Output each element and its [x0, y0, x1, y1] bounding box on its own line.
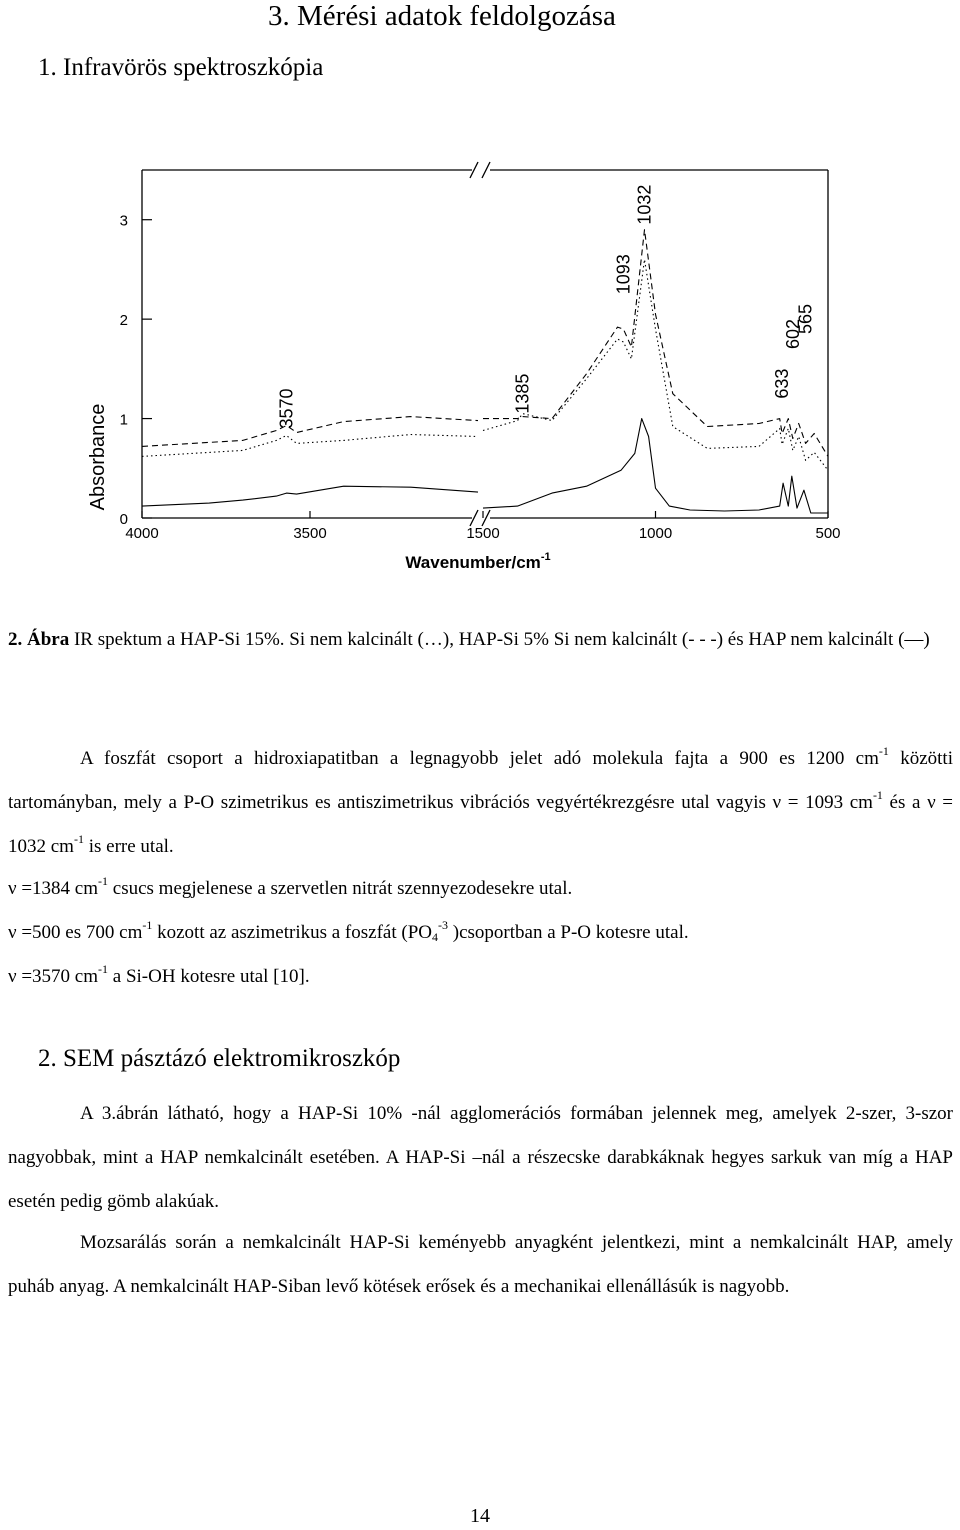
chart-peak-labels	[276, 185, 815, 429]
sup: -1	[142, 918, 153, 932]
para1-text-b: közötti tartományban, mely a P-O szimetrikus es antiszimetrikus vibrációs vegyértékrezgésre utal vagyis ν = 1093 cm	[8, 748, 953, 813]
caption-text: IR spektum a HAP-Si 15%. Si nem kalcinált (…), HAP-Si 5% Si nem kalcinált (- - -) és HAP nem kalcinált (—)	[69, 629, 930, 650]
paragraph-sem	[8, 1092, 953, 1224]
para2-text: A 3.ábrán látható, hogy a HAP-Si 10% -nál agglomerációs formában jelennek meg, amelyek 2-szer, 3-szor nagyobbak, mint a HAP nemkalcinált esetében. A HAP-Si –nál a részecske darabkáknak hegyes sarkuk van míg a HAP esetén pedig gömb alakúak.	[8, 1103, 953, 1212]
peak-label-1093: 1093	[613, 254, 634, 295]
line3570-a: ν =3570 cm	[8, 966, 99, 987]
line1384-b: csucs megjelenese a szervetlen nitrát szennyezodesekre utal.	[108, 878, 573, 899]
para1-text-a: A foszfát csoport a hidroxiapatitban a legnagyobb jelet adó molekula fajta a 900 es 1200 cm	[80, 748, 879, 769]
x-tick-label: 1000	[638, 525, 673, 542]
x-tick-label: 1500	[466, 525, 500, 542]
line-500	[8, 911, 953, 955]
caption-label: 2. Ábra	[8, 629, 70, 650]
paragraph-mortar	[8, 1221, 953, 1309]
sup: -1	[878, 744, 889, 758]
chart-frame	[142, 162, 828, 526]
line500-c: )csoportban a P-O kotesre utal.	[448, 922, 689, 943]
line3570-b: a Si-OH kotesre utal [10].	[108, 966, 310, 987]
series-line-solid-left	[142, 486, 478, 506]
series-line-dashed-left	[142, 417, 478, 447]
axis-break-mark	[482, 162, 490, 178]
line-3570	[8, 955, 953, 999]
y-tick-label: 1	[119, 411, 128, 429]
figure-caption	[8, 618, 953, 662]
para1-text-d: is erre utal.	[83, 836, 174, 857]
line1384-a: ν =1384 cm	[8, 878, 99, 899]
x-tick-label: 500	[815, 525, 841, 542]
peak-label-565: 565	[795, 304, 816, 335]
series-line-dotted-right	[483, 260, 828, 471]
chart-ticks	[120, 213, 841, 542]
sup: -1	[98, 874, 109, 888]
sup: -3	[438, 918, 448, 932]
para3-text: Mozsarálás során a nemkalcinált HAP-Si keményebb anyagként jelentkezi, mint a nemkalcinált HAP, amely puháb anyag. A nemkalcinált HAP-Siban levő kötések erősek és a mechanikai ellenállásúk is nagyobb.	[8, 1232, 953, 1297]
peak-label-602: 602	[782, 318, 803, 349]
y-tick-label: 3	[119, 212, 128, 230]
peak-label-633: 633	[772, 368, 793, 399]
section-heading: 3. Mérési adatok feldolgozása	[268, 0, 616, 32]
ir-spectrum-chart	[0, 100, 960, 590]
x-axis-label: Wavenumber/$cm^{-1}$	[405, 551, 551, 572]
line500-a: ν =500 es 700 cm	[8, 922, 143, 943]
series-line-solid-right	[483, 419, 828, 513]
sup: -1	[872, 788, 883, 802]
para1-text-c: és a ν = 1032 cm	[8, 792, 953, 857]
line500-b: kozott az aszimetrikus a foszfát (PO	[152, 922, 432, 943]
peak-label-3570: 3570	[276, 388, 297, 429]
page-number: 14	[470, 1505, 490, 1527]
sup: -1	[73, 832, 84, 846]
peak-label-1385: 1385	[512, 373, 533, 414]
y-tick-label: 0	[119, 511, 128, 528]
sub: 4	[432, 930, 438, 944]
y-axis-label: Absorbance	[87, 403, 109, 511]
sup: -1	[98, 962, 109, 976]
series-line-dotted-left	[142, 435, 478, 457]
line-1384	[8, 867, 953, 911]
paragraph-phosphate	[8, 737, 953, 869]
peak-label-1032: 1032	[634, 184, 655, 225]
subsection-heading-sem: 2. SEM pásztázó elektromikroszkóp	[38, 1045, 401, 1072]
x-tick-label: 3500	[293, 525, 327, 542]
x-tick-label: 4000	[125, 525, 159, 542]
subsection-heading-ir: 1. Infravörös spektroszkópia	[38, 54, 324, 81]
y-tick-label: 2	[119, 312, 128, 330]
series-line-dashed-right	[483, 230, 828, 457]
chart-series	[142, 230, 828, 513]
